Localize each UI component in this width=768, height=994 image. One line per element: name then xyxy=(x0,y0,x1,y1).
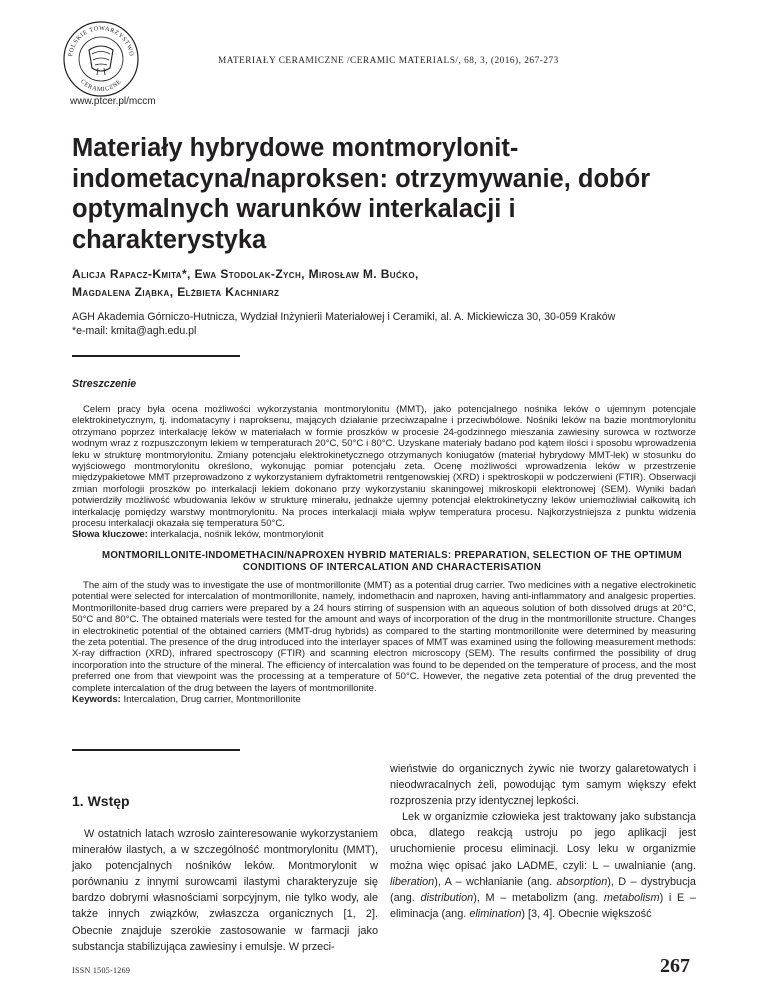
page-number: 267 xyxy=(660,955,690,977)
author-line-1: Alicja Rapacz-Kmita*, Ewa Stodolak-Zych, Mirosław M. Bućko, xyxy=(72,267,419,281)
abstract-en-text: The aim of the study was to investigate the use of montmorillonite (MMT) as a potential drug carrier. Two medicines with a negative electrokinetic potential were selected for intercalation of montmorillonite, namely, indomethacin and naproxen, having anti-inflammatory and analgesic properties. Montmorillonite-based drug carriers were prepared by a 24 hours stirring of suspension with an aqueous solution of both dissolved drugs at 20°C, 50°C and 80°C. The obtained materials were tested for the amount and ways of incorporation of the drug in the montmorillonite structure. Changes in electrokinetic potential of the obtained carriers (MMT-drug hybrids) as compared to the starting montmorillonite were determined by measuring the zeta potential. The presence of the drug introduced into the interlayer spaces of MMT was examined using the following measurement methods: X-ray diffraction (XRD), infrared spectroscopy (FTIR) and scanning electron microscopy (SEM). The results confirmed the possibility of drug incorporation into the structure of the mineral. The efficiency of intercalation was found to be depended on the temperature of process, and the most preferred one from that viewpoint was the processing at a temperature of 50°C. However, the negative zeta potential of the drug prevented the complete intercalation of the drug between the layers of montmorillonite. xyxy=(72,580,696,694)
article-title: Materiały hybrydowe montmorylonit-indometacyna/naproksen: otrzymywanie, dobór optymalnych warunków interkalacji i charakterystyka xyxy=(72,134,651,254)
paragraph: W ostatnich latach wzrosło zainteresowanie wykorzystaniem minerałów ilastych, a w szczególność montmorylonitu (MMT), jako potencjalnych nośników leków. Montmorylonit w porównaniu z innymi surowcami ilastymi charakteryzuje się bardzo dobrymi własnościami sorpcyjnym, nie tylko wody, ale także innych związków, zwłaszcza organicznych [1, 2]. Obecnie znajduje szerokie zastosowanie w farmacji jako substancja stabilizująca zawiesiny i emulsje. W przeci- xyxy=(72,828,378,953)
paragraph: wieństwie do organicznych żywic nie tworzy galaretowatych i nieodwracalnych żeli, powodując tym samym większy efekt rozproszenia przy identycznej lepkości. xyxy=(390,763,696,808)
divider xyxy=(72,749,240,751)
keywords-pl-value: interkalacja, nośnik leków, montmorylonit xyxy=(150,529,324,541)
journal-url[interactable]: www.ptcer.pl/mccm xyxy=(70,96,156,107)
author-line-2: Magdalena Ziąbka, Elżbieta Kachniarz xyxy=(72,284,280,299)
affiliation-block xyxy=(72,310,712,338)
section-heading: 1. Wstęp xyxy=(72,793,130,809)
keywords-pl-label: Słowa kluczowe: xyxy=(72,529,148,541)
affiliation: AGH Akademia Górniczo-Hutnicza, Wydział Inżynierii Materiałowej i Ceramiki, al. A. Mickiewicza 30, 30-059 Kraków xyxy=(72,311,616,323)
body-column-left xyxy=(72,826,378,955)
divider xyxy=(72,355,240,357)
abstract-pl xyxy=(72,404,696,541)
abstract-en xyxy=(72,580,696,705)
abstract-label-pl: Streszczenie xyxy=(72,378,137,390)
keywords-pl xyxy=(72,529,696,540)
english-title: MONTMORILLONITE-INDOMETHACIN/NAPROXEN HYBRID MATERIALS: PREPARATION, SELECTION OF THE OPTIMUM CONDITIONS OF INTERCALATION AND CHARACTERISATION xyxy=(101,550,683,573)
author-list xyxy=(72,266,712,301)
svg-text:CERAMICZNE: CERAMICZNE xyxy=(79,78,123,94)
abstract-pl-text: Celem pracy była ocena możliwości wykorzystania montmorylonitu (MMT), jako potencjalnego nośnika leków o ujemnym potencjale elektrokinetycznym, tj. indomatacyny i naproksenu, mających działanie przeciwzapalne i przeciwbólowe. Nośniki leków na bazie montmorylonitu otrzymano poprzez interkalację leków w materiałach w formie proszków w procesie 24-godzinnego mieszania zawiesiny surowca w roztworze wodnym wraz z rozpuszczonym lekiem w temperaturach 20°C, 50°C i 80°C. Uzyskane materiały badano pod kątem ilości i sposobu wprowadzenia leku w strukturę montmorylonitu. Zmiany potencjału elektrokinetycznego otrzymanych koniugatów (materiał hybrydowy MMT-lek) w stosunku do wyjściowego montmorylonitu określono, wykonując pomiar potencjału zeta. Ocenę możliwości wprowadzenia leków w przestrzenie międzypakietowe MMT przeprowadzono z wykorzystaniem dyfraktometrii rentgenowskiej (XRD) i spektroskopii w podczerwieni (FTIR). Obserwacji zmian morfologii proszków po interkalacji lekiem dokonano przy wykorzystaniu skaningowej mikroskopii elektronowej (SEM). Wyniki badań potwierdziły możliwość wbudowania leków w strukturę minerału, jednakże ujemny potencjał elektrokinetyczny leków uniemożliwiał całkowitą ich interkalację pomiędzy warstwy montmorylonitu. Na proces interkalacji miała wpływ temperatura procesu. Najkorzystniejsza z punktu widzenia procesu interkalacji okazała się temperatura 50°C. xyxy=(72,404,696,530)
email[interactable]: *e-mail: kmita@agh.edu.pl xyxy=(72,325,197,337)
paragraph: Lek w organizmie człowieka jest traktowany jako substancja obca, dlatego reakcją ustroju po jego aplikacji jest uruchomienie procesu eliminacji. Losy leku w organizmie można więc opisać jako LADME, czyli: L – uwalnianie (ang. liberation), A – wchłanianie (ang. absorption), D – dystrybucja (ang. distribution), M – metabolizm (ang. metabolism) i E – eliminacja (ang. elimination) [3, 4]. Obecnie większość xyxy=(390,811,696,920)
keywords-en xyxy=(72,694,696,705)
journal-header: MATERIAŁY CERAMICZNE /CERAMIC MATERIALS/, 68, 3, (2016), 267-273 xyxy=(218,56,559,66)
body-column-right xyxy=(390,761,696,922)
ptcer-logo xyxy=(62,20,140,98)
svg-text:POLSKIE TOWARZYSTWO: POLSKIE TOWARZYSTWO xyxy=(67,24,135,57)
keywords-en-label: Keywords: xyxy=(72,694,121,706)
issn: ISSN 1505-1269 xyxy=(72,966,131,975)
keywords-en-value: Intercalation, Drug carrier, Montmorillonite xyxy=(123,694,301,706)
